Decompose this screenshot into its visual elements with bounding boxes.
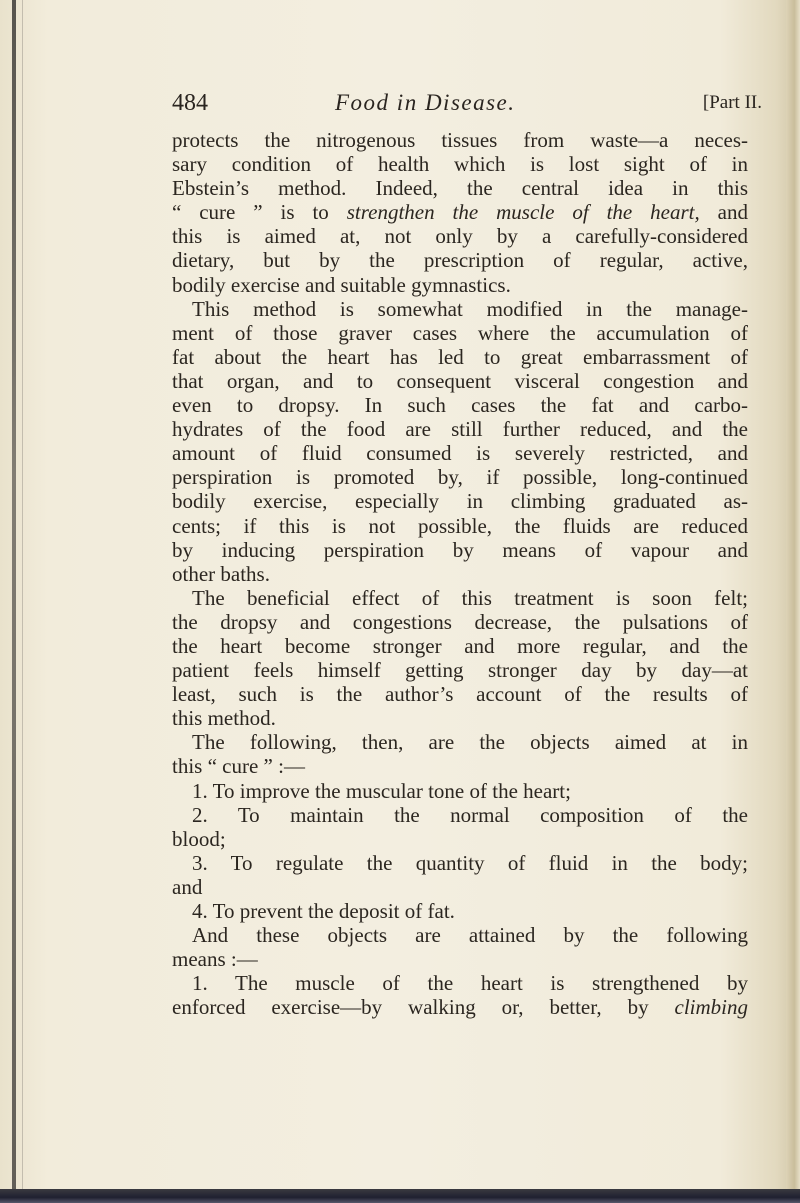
text-line: blood; bbox=[172, 826, 226, 851]
paragraph-start: And these objects are attained by the following bbox=[192, 923, 748, 948]
text-line: least, such is the author’s account of the results of bbox=[172, 682, 748, 707]
text-line: ment of those graver cases where the accumulation of bbox=[172, 320, 748, 345]
list-item: 1. To improve the muscular tone of the heart; bbox=[192, 778, 571, 803]
emphasis-text: climbing bbox=[674, 995, 748, 1020]
list-item: 1. The muscle of the heart is strengthened by bbox=[192, 971, 748, 996]
page-number: 484 bbox=[172, 90, 208, 116]
text-line: perspiration is promoted by, if possible, long-continued bbox=[172, 465, 748, 490]
text-line: bodily exercise, especially in climbing graduated as- bbox=[172, 489, 748, 514]
text-line: the dropsy and congestions decrease, the pulsations of bbox=[172, 609, 748, 634]
running-title: Food in Disease. bbox=[335, 90, 516, 115]
list-item: 3. To regulate the quantity of fluid in the body; bbox=[192, 850, 748, 875]
part-label: [Part II. bbox=[702, 92, 762, 113]
text-line: and bbox=[172, 874, 203, 899]
text-line: sary condition of health which is lost sight of in bbox=[172, 152, 748, 177]
paragraph-start: The following, then, are the objects aimed at in bbox=[192, 730, 748, 755]
text-line: this method. bbox=[172, 706, 276, 731]
paragraph-start: This method is somewhat modified in the manage- bbox=[192, 296, 748, 321]
text-line: patient feels himself getting stronger day by day—at bbox=[172, 658, 748, 683]
text-line: hydrates of the food are still further reduced, and the bbox=[172, 417, 748, 442]
text-line: by inducing perspiration by means of vapour and bbox=[172, 537, 748, 562]
list-item: 2. To maintain the normal composition of the bbox=[192, 802, 748, 827]
text-line: bodily exercise and suitable gymnastics. bbox=[172, 272, 511, 297]
emphasis-text: strengthen the muscle of the heart, bbox=[346, 200, 700, 225]
page-edge bbox=[786, 0, 800, 1203]
text-line: Ebstein’s method. Indeed, the central idea in this bbox=[172, 176, 748, 201]
scan-bottom-edge bbox=[0, 1189, 800, 1203]
binding-edge bbox=[12, 0, 16, 1190]
text-line: fat about the heart has led to great embarrassment of bbox=[172, 344, 748, 369]
text-line: even to dropsy. In such cases the fat and carbo- bbox=[172, 393, 748, 418]
text-line: the heart become stronger and more regular, and the bbox=[172, 633, 748, 658]
text-line bbox=[172, 200, 748, 224]
list-item: 4. To prevent the deposit of fat. bbox=[192, 899, 455, 923]
text-span: and bbox=[699, 200, 748, 225]
text-line: this “ cure ” :— bbox=[172, 754, 305, 779]
binding-shadow bbox=[22, 0, 23, 1190]
text-line: that organ, and to consequent visceral congestion and bbox=[172, 368, 748, 393]
text-span: “ cure ” is to bbox=[172, 200, 347, 225]
text-line: amount of fluid consumed is severely restricted, and bbox=[172, 441, 748, 466]
text-line: dietary, but by the prescription of regular, active, bbox=[172, 248, 748, 273]
running-header bbox=[172, 90, 762, 124]
text-line: protects the nitrogenous tissues from waste—a neces- bbox=[172, 128, 748, 152]
text-line: this is aimed at, not only by a carefully-considered bbox=[172, 224, 748, 249]
text-line bbox=[172, 995, 748, 1019]
body-text bbox=[172, 128, 748, 1019]
text-span: enforced exercise—by walking or, better, by bbox=[172, 995, 675, 1020]
text-line: cents; if this is not possible, the fluids are reduced bbox=[172, 513, 748, 538]
text-line: other baths. bbox=[172, 561, 270, 586]
paragraph-start: The beneficial effect of this treatment is soon felt; bbox=[192, 585, 748, 610]
text-line: means :— bbox=[172, 947, 258, 972]
